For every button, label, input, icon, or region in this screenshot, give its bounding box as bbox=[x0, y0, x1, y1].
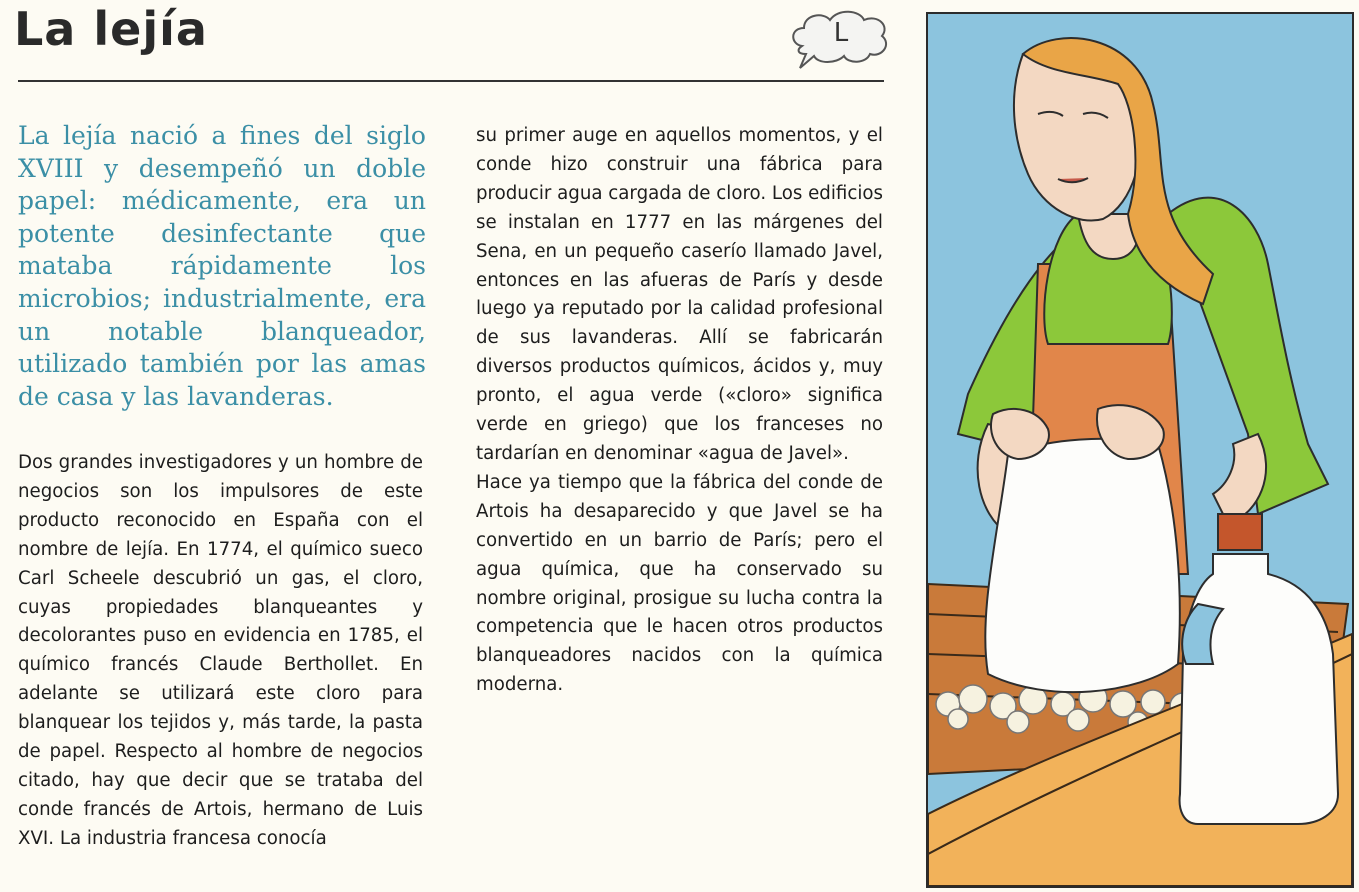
section-letter-badge: L bbox=[833, 18, 849, 48]
body-column-left: Dos grandes investigadores y un hombre de negocios son los impulsores de este producto reconocido en España con el nombre de lejía. En 1774, el químico sueco Carl Scheele descubrió un gas, el cloro, cuyas propiedades blanqueantes y decolorantes puso en evidencia en 1785, el químico francés Claude Berthollet. En adelante se utilizará este cloro para blanquear los tejidos y, más tarde, la pasta de papel. Respecto al hombre de negocios citado, hay que decir que se trataba del conde francés de Artois, hermano de Luis XVI. La industria francesa conocía bbox=[18, 452, 423, 849]
page-title: La lejía bbox=[14, 2, 208, 56]
washerwoman-illustration bbox=[926, 12, 1354, 888]
lead-paragraph: La lejía nació a fines del siglo XVIII y desempeñó un doble papel: médicamente, era un potente desinfectante que mataba rápidamente los microbios; industrialmente, era un notable blanqueador, utilizado también por las amas de casa y las lavanderas. bbox=[18, 121, 426, 411]
body-paragraph: su primer auge en aquellos momentos, y el conde hizo construir una fábrica para producir agua cargada de cloro. Los edificios se instalan en 1777 en las márgenes del Sena, en un pequeño caserío llamado Javel, entonces en las afueras de París y desde luego ya reputado por la calidad profesional de sus lavanderas. Allí se fabricarán diversos productos químicos, ácidos y, muy pronto, el agua verde («cloro» significa verde en griego) que los franceses no tardarían en denominar «agua de Javel». bbox=[476, 125, 883, 464]
title-divider bbox=[18, 80, 884, 82]
body-column-right bbox=[476, 122, 883, 700]
body-paragraph: Hace ya tiempo que la fábrica del conde de Artois ha desaparecido y que Javel se ha convertido en un barrio de París; pero el agua química, que ha conservado su nombre original, prosigue su lucha contra la competencia que le hacen otros productos blanqueadores nacidos con la química moderna. bbox=[476, 471, 883, 696]
